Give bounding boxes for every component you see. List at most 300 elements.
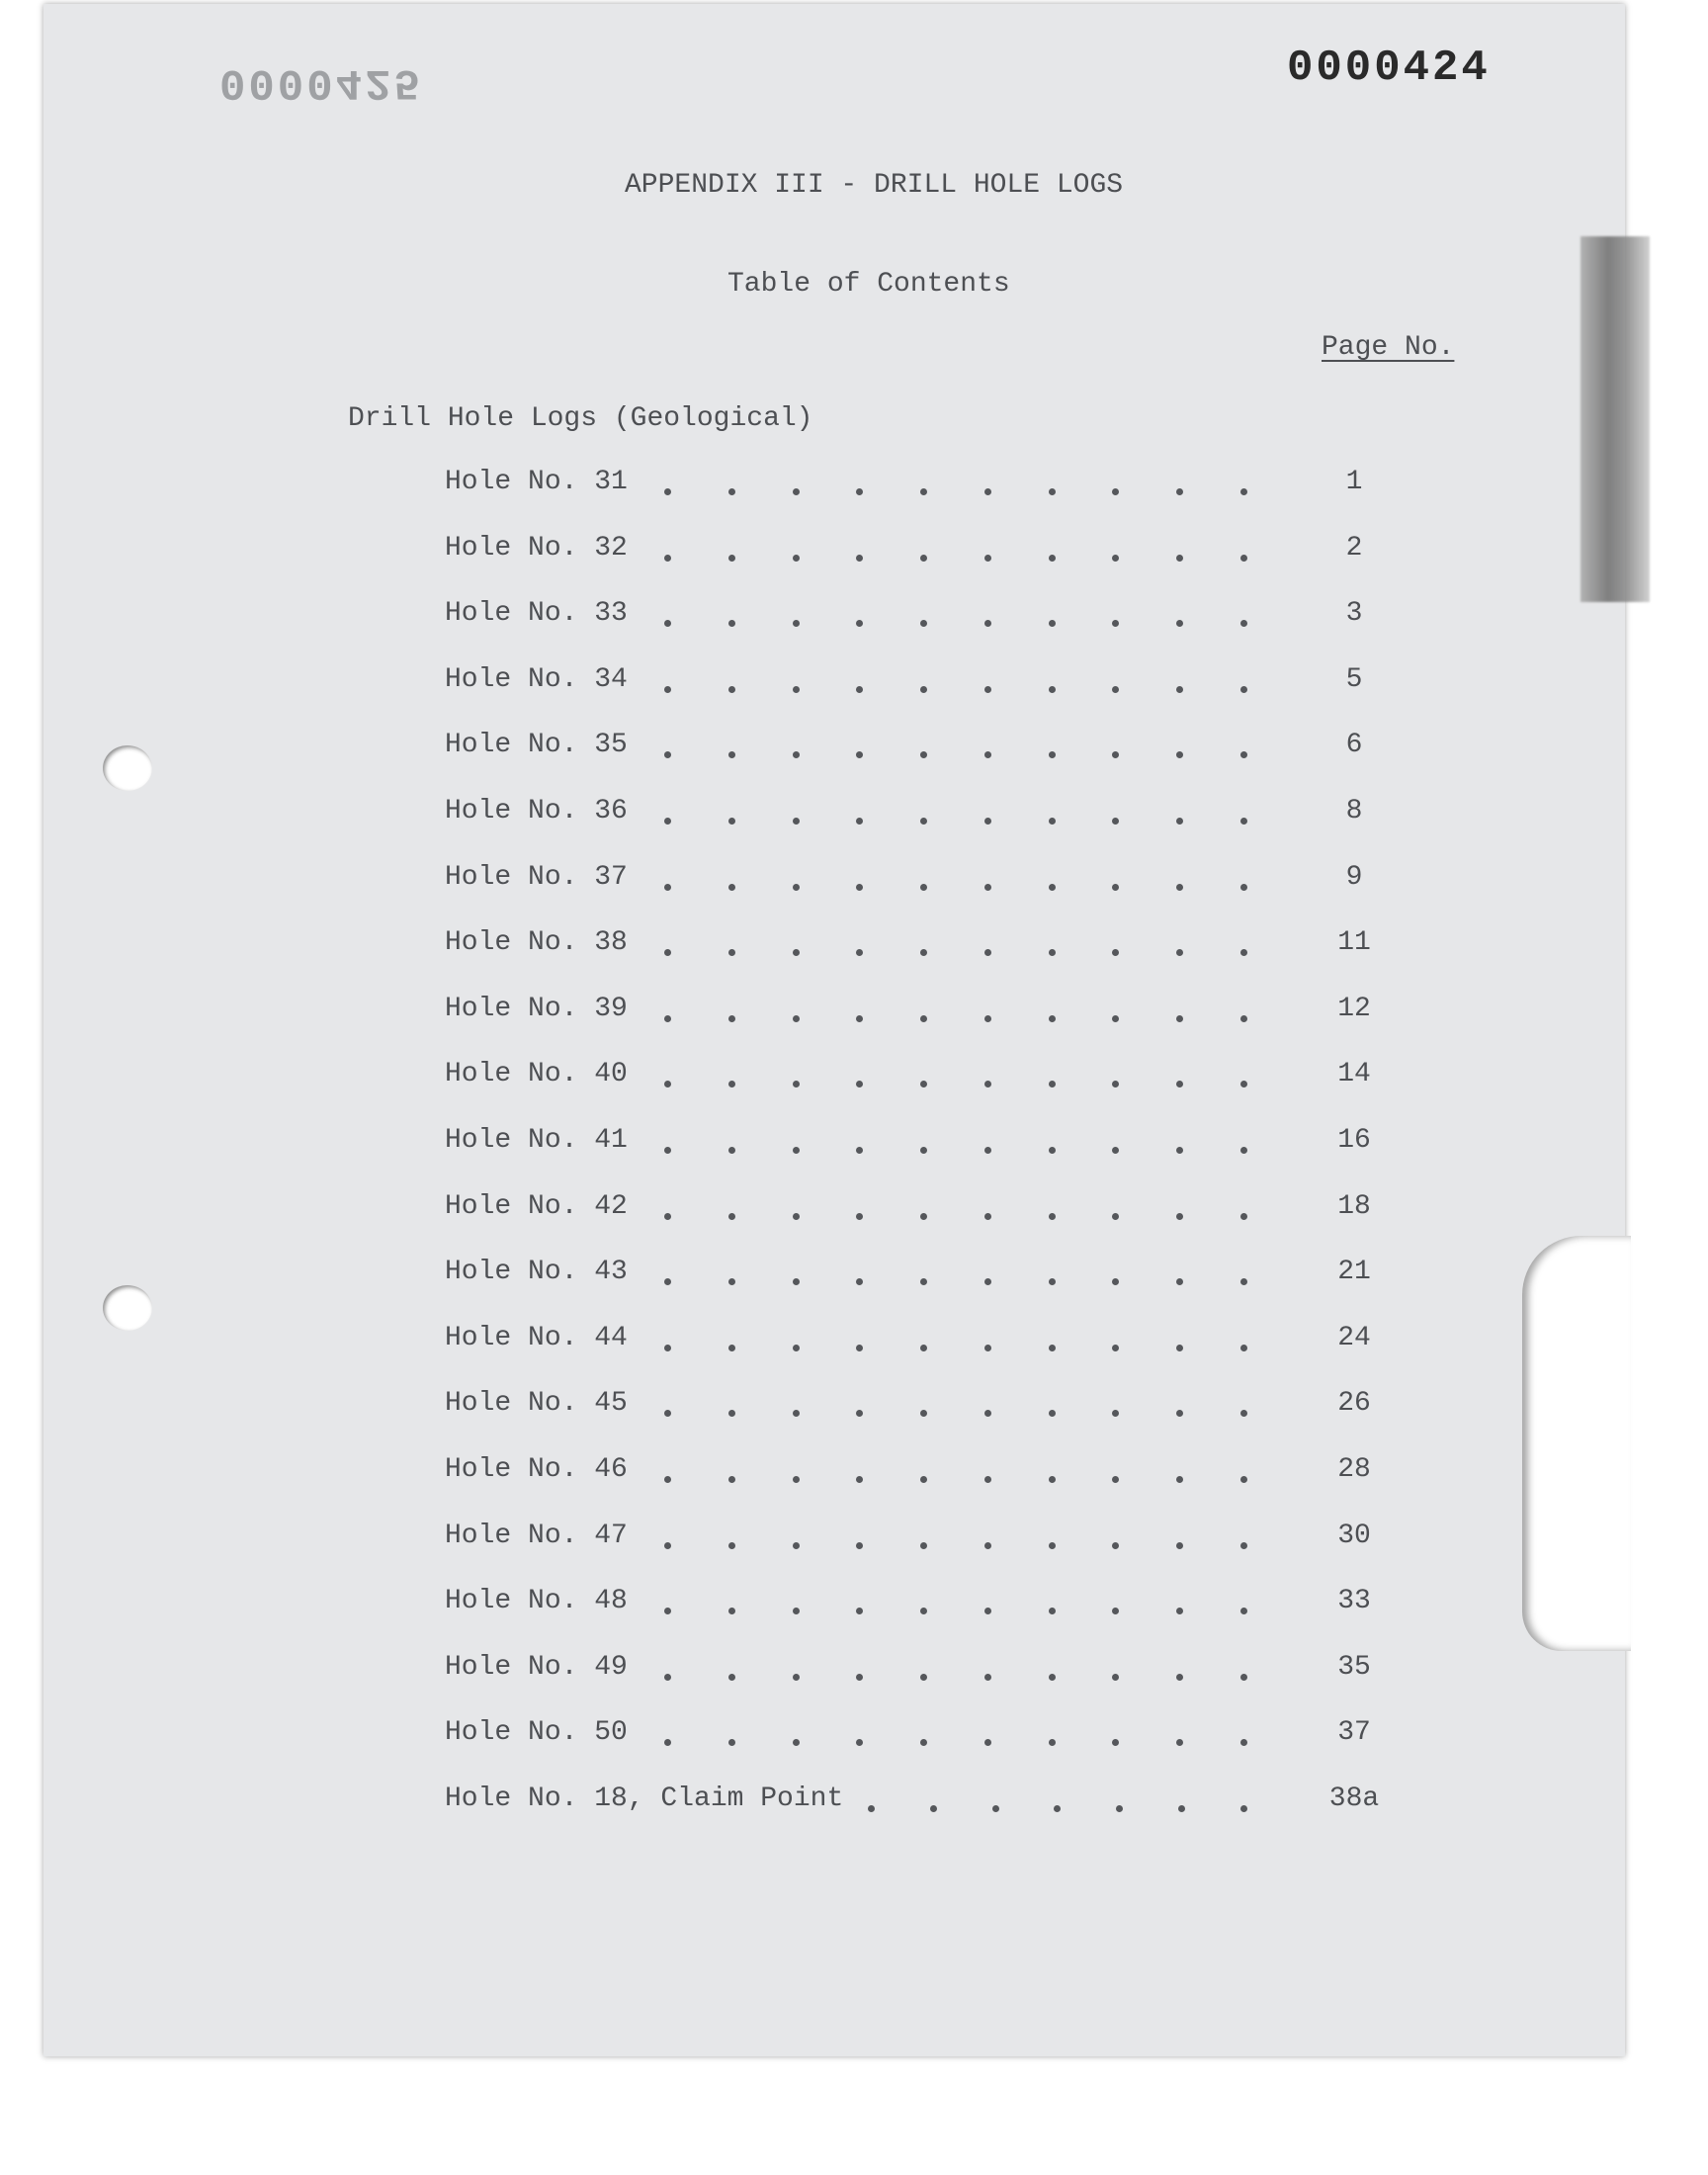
leader-dot xyxy=(1176,1739,1183,1746)
toc-entry xyxy=(445,1586,1371,1625)
toc-entry-page: 11 xyxy=(1337,927,1371,959)
leader-dot xyxy=(793,1674,800,1681)
leader-dot xyxy=(664,1345,671,1351)
leader-dot xyxy=(920,1608,927,1614)
leader-dot xyxy=(1049,884,1056,891)
leader-dot xyxy=(1049,1345,1056,1351)
leader-dot xyxy=(1054,1805,1061,1812)
leader-dot xyxy=(728,488,735,495)
leader-dot xyxy=(1112,884,1119,891)
leader-dot xyxy=(856,1147,863,1154)
leader-dot xyxy=(793,949,800,956)
leader-dot xyxy=(1176,949,1183,956)
toc-entry xyxy=(445,664,1364,704)
leader-dot xyxy=(984,1147,991,1154)
leader-dot xyxy=(920,620,927,627)
toc-entry xyxy=(445,1190,1371,1231)
leader-dot xyxy=(1049,1081,1056,1088)
leader-dot xyxy=(728,1081,735,1088)
leader-dot xyxy=(728,1213,735,1220)
leader-dot xyxy=(664,1147,671,1154)
leader-dot xyxy=(920,1345,927,1351)
leader-dot xyxy=(856,620,863,627)
leader-dot xyxy=(793,818,800,825)
leader-dot xyxy=(856,1410,863,1417)
leader-dot xyxy=(664,1674,671,1681)
leader-dot xyxy=(1049,818,1056,825)
leader-dot xyxy=(920,818,927,825)
toc-entry-label: Hole No. 47 xyxy=(445,1520,628,1551)
leader-dot xyxy=(1240,1805,1247,1812)
leader-dot xyxy=(1176,1542,1183,1549)
toc-entry xyxy=(445,1059,1371,1098)
punch-hole-top xyxy=(103,745,152,791)
leader-dot xyxy=(793,555,800,562)
leader-dot xyxy=(728,1674,735,1681)
leader-dot xyxy=(1240,1476,1247,1483)
leader-dot xyxy=(856,555,863,562)
toc-entry-label: Hole No. 37 xyxy=(445,861,628,893)
leader-dot xyxy=(920,1476,927,1483)
toc-entry-label: Hole No. 39 xyxy=(445,993,628,1024)
leader-dot xyxy=(1112,1015,1119,1022)
leader-dot xyxy=(1176,1147,1183,1154)
toc-entry-page: 24 xyxy=(1337,1322,1371,1353)
leader-dot xyxy=(1049,1608,1056,1614)
leader-dot xyxy=(1049,555,1056,562)
leader-dot xyxy=(1112,1278,1119,1285)
toc-entry-page: 35 xyxy=(1337,1651,1371,1683)
toc-entry-page: 9 xyxy=(1345,861,1363,893)
leader-dot xyxy=(793,1542,800,1549)
leader-dot xyxy=(920,1147,927,1154)
leader-dot xyxy=(793,1147,800,1154)
leader-dot xyxy=(1176,1015,1183,1022)
toc-entry-page: 8 xyxy=(1345,796,1363,826)
leader-dot xyxy=(793,1608,800,1614)
leader-dots xyxy=(664,1652,1247,1681)
leader-dot xyxy=(920,686,927,693)
leader-dot xyxy=(1112,1213,1119,1220)
leader-dot xyxy=(1176,686,1183,693)
leader-dot xyxy=(1112,949,1119,956)
toc-entry-page: 26 xyxy=(1337,1388,1371,1420)
leader-dot xyxy=(664,884,671,891)
leader-dot xyxy=(1240,1081,1247,1088)
toc-entry-label: Hole No. 49 xyxy=(445,1651,628,1683)
leader-dot xyxy=(920,1213,927,1220)
leader-dot xyxy=(1049,1476,1056,1483)
leader-dot xyxy=(793,1213,800,1220)
toc-entry-page: 18 xyxy=(1337,1190,1371,1222)
page-number-header: Page No. xyxy=(1322,332,1455,363)
leader-dot xyxy=(1240,1213,1247,1220)
leader-dot xyxy=(1240,1278,1247,1285)
leader-dot xyxy=(1049,1739,1056,1746)
leader-dot xyxy=(1112,818,1119,825)
leader-dot xyxy=(984,818,991,825)
toc-entry-page: 5 xyxy=(1345,663,1363,695)
leader-dot xyxy=(664,1410,671,1417)
leader-dot xyxy=(920,884,927,891)
leader-dot xyxy=(920,1410,927,1417)
toc-entry-label: Hole No. 46 xyxy=(445,1454,628,1485)
leader-dot xyxy=(664,949,671,956)
leader-dot xyxy=(1240,1015,1247,1022)
leader-dot xyxy=(1049,949,1056,956)
leader-dot xyxy=(1112,1542,1119,1549)
leader-dots xyxy=(664,1586,1247,1614)
toc-entry xyxy=(445,796,1364,835)
leader-dot xyxy=(1240,1542,1247,1549)
leader-dot xyxy=(1240,620,1247,627)
leader-dot xyxy=(793,620,800,627)
leader-dot xyxy=(1176,1345,1183,1351)
leader-dot xyxy=(1240,686,1247,693)
leader-dot xyxy=(1112,1081,1119,1088)
leader-dot xyxy=(856,751,863,758)
leader-dot xyxy=(1049,1410,1056,1417)
leader-dot xyxy=(1049,1213,1056,1220)
leader-dot xyxy=(664,1608,671,1614)
leader-dots xyxy=(664,1257,1247,1285)
toc-entry xyxy=(445,1784,1380,1823)
leader-dot xyxy=(1112,1147,1119,1154)
leader-dot xyxy=(1049,686,1056,693)
leader-dot xyxy=(664,488,671,495)
punch-hole-bottom xyxy=(103,1285,152,1331)
leader-dot xyxy=(1112,1608,1119,1614)
leader-dot xyxy=(984,1345,991,1351)
leader-dot xyxy=(664,620,671,627)
leader-dot xyxy=(920,1278,927,1285)
toc-entry xyxy=(445,1454,1371,1494)
leader-dots xyxy=(664,927,1247,956)
toc-entry-page: 3 xyxy=(1345,598,1363,630)
leader-dot xyxy=(1176,488,1183,495)
leader-dot xyxy=(1240,1345,1247,1351)
toc-entry-label: Hole No. 44 xyxy=(445,1322,628,1353)
leader-dot xyxy=(1240,884,1247,891)
toc-entry xyxy=(445,1651,1371,1692)
toc-entry-page: 38a xyxy=(1328,1784,1380,1814)
toc-entry xyxy=(445,993,1371,1033)
leader-dot xyxy=(930,1805,937,1812)
toc-entry xyxy=(445,1125,1371,1165)
leader-dots xyxy=(664,1191,1247,1220)
leader-dot xyxy=(1116,1805,1123,1812)
leader-dot xyxy=(1176,1410,1183,1417)
leader-dot xyxy=(1240,1410,1247,1417)
leader-dot xyxy=(920,1081,927,1088)
leader-dot xyxy=(1112,1476,1119,1483)
leader-dots xyxy=(664,467,1247,495)
leader-dots xyxy=(664,796,1247,825)
leader-dot xyxy=(856,1739,863,1746)
page-number-stamp: 0000424 xyxy=(1287,44,1491,93)
leader-dot xyxy=(920,1674,927,1681)
leader-dot xyxy=(984,1213,991,1220)
toc-entry-label: Hole No. 33 xyxy=(445,598,628,630)
leader-dots xyxy=(664,862,1247,891)
leader-dot xyxy=(728,949,735,956)
toc-entry-label: Hole No. 41 xyxy=(445,1125,628,1156)
leader-dot xyxy=(984,1608,991,1614)
leader-dot xyxy=(984,1739,991,1746)
leader-dot xyxy=(1176,1213,1183,1220)
leader-dot xyxy=(920,488,927,495)
leader-dot xyxy=(793,1081,800,1088)
leader-dot xyxy=(664,1081,671,1088)
leader-dot xyxy=(1049,1015,1056,1022)
toc-subtitle: Table of Contents xyxy=(727,269,1010,300)
leader-dot xyxy=(664,1542,671,1549)
leader-dot xyxy=(1112,488,1119,495)
leader-dot xyxy=(1112,555,1119,562)
leader-dot xyxy=(856,686,863,693)
leader-dot xyxy=(664,1476,671,1483)
leader-dot xyxy=(1176,884,1183,891)
leader-dot xyxy=(1176,1674,1183,1681)
leader-dot xyxy=(984,1476,991,1483)
leader-dots xyxy=(664,1323,1247,1351)
leader-dot xyxy=(793,1739,800,1746)
leader-dot xyxy=(856,884,863,891)
leader-dot xyxy=(1176,620,1183,627)
toc-entry-page: 2 xyxy=(1345,532,1363,564)
leader-dot xyxy=(992,1805,999,1812)
leader-dot xyxy=(1049,1278,1056,1285)
leader-dot xyxy=(793,1410,800,1417)
leader-dot xyxy=(664,1278,671,1285)
leader-dot xyxy=(1112,1674,1119,1681)
leader-dot xyxy=(728,1278,735,1285)
leader-dots xyxy=(664,1388,1247,1417)
leader-dot xyxy=(1049,751,1056,758)
leader-dot xyxy=(793,1278,800,1285)
leader-dot xyxy=(920,751,927,758)
leader-dot xyxy=(856,1608,863,1614)
leader-dots xyxy=(664,598,1247,627)
toc-entry-page: 1 xyxy=(1345,467,1363,497)
leader-dots xyxy=(664,664,1247,693)
leader-dot xyxy=(1049,1542,1056,1549)
toc-entry xyxy=(445,1388,1371,1428)
toc-entry-label: Hole No. 36 xyxy=(445,796,628,826)
leader-dot xyxy=(856,949,863,956)
leader-dot xyxy=(920,1015,927,1022)
leader-dot xyxy=(920,949,927,956)
toc-entry xyxy=(445,1520,1371,1560)
toc-entry-label: Hole No. 38 xyxy=(445,927,628,959)
leader-dot xyxy=(728,1476,735,1483)
toc-entry-label: Hole No. 43 xyxy=(445,1257,628,1288)
leader-dot xyxy=(868,1805,875,1812)
toc-entry-page: 14 xyxy=(1337,1059,1371,1090)
leader-dots xyxy=(664,533,1247,562)
leader-dot xyxy=(920,1739,927,1746)
leader-dots xyxy=(664,730,1247,758)
toc-entry-label: Hole No. 32 xyxy=(445,532,628,564)
toc-entry xyxy=(445,862,1364,902)
leader-dot xyxy=(984,555,991,562)
leader-dot xyxy=(728,1410,735,1417)
leader-dot xyxy=(728,1015,735,1022)
leader-dot xyxy=(1176,555,1183,562)
leader-dot xyxy=(793,1476,800,1483)
leader-dot xyxy=(1240,751,1247,758)
leader-dot xyxy=(1112,1410,1119,1417)
leader-dots xyxy=(664,994,1247,1022)
leader-dot xyxy=(728,751,735,758)
toc-entry-page: 6 xyxy=(1345,730,1363,761)
leader-dots xyxy=(664,1717,1247,1746)
leader-dot xyxy=(984,686,991,693)
toc-entry xyxy=(445,1257,1371,1296)
leader-dot xyxy=(1112,751,1119,758)
leader-dot xyxy=(728,1608,735,1614)
leader-dot xyxy=(793,686,800,693)
leader-dot xyxy=(920,555,927,562)
leader-dots xyxy=(664,1059,1247,1088)
leader-dot xyxy=(984,1081,991,1088)
leader-dot xyxy=(664,751,671,758)
leader-dot xyxy=(664,1213,671,1220)
leader-dot xyxy=(1049,1674,1056,1681)
leader-dot xyxy=(984,1015,991,1022)
toc-entry-label: Hole No. 50 xyxy=(445,1717,628,1749)
leader-dot xyxy=(793,488,800,495)
toc-entry xyxy=(445,730,1364,769)
leader-dot xyxy=(856,818,863,825)
leader-dot xyxy=(1176,1476,1183,1483)
scan-edge-shadow xyxy=(1580,236,1650,602)
leader-dot xyxy=(664,555,671,562)
leader-dot xyxy=(856,1345,863,1351)
toc-entry-label: Hole No. 31 xyxy=(445,467,628,497)
leader-dot xyxy=(920,1542,927,1549)
leader-dot xyxy=(1049,1147,1056,1154)
leader-dot xyxy=(664,1739,671,1746)
leader-dot xyxy=(1178,1805,1185,1812)
leader-dot xyxy=(984,949,991,956)
section-heading: Drill Hole Logs (Geological) xyxy=(348,403,813,434)
leader-dot xyxy=(856,1542,863,1549)
leader-dot xyxy=(728,1147,735,1154)
leader-dot xyxy=(728,1542,735,1549)
toc-entry-label: Hole No. 34 xyxy=(445,663,628,695)
leader-dot xyxy=(984,620,991,627)
leader-dot xyxy=(1176,818,1183,825)
toc-entry-page: 21 xyxy=(1337,1257,1371,1288)
leader-dot xyxy=(728,1739,735,1746)
leader-dot xyxy=(856,1476,863,1483)
toc-entry xyxy=(445,598,1364,638)
appendix-title: APPENDIX III - DRILL HOLE LOGS xyxy=(625,170,1124,201)
leader-dot xyxy=(793,751,800,758)
leader-dot xyxy=(1049,620,1056,627)
leader-dot xyxy=(1240,1147,1247,1154)
toc-entry-label: Hole No. 42 xyxy=(445,1190,628,1222)
leader-dot xyxy=(856,1015,863,1022)
leader-dot xyxy=(984,1542,991,1549)
toc-entry xyxy=(445,1322,1371,1362)
toc-entry-page: 33 xyxy=(1337,1586,1371,1617)
ghost-page-number-stamp: 0000425 xyxy=(219,57,423,107)
leader-dot xyxy=(984,751,991,758)
leader-dot xyxy=(793,884,800,891)
leader-dot xyxy=(728,818,735,825)
leader-dot xyxy=(1240,949,1247,956)
leader-dot xyxy=(1240,555,1247,562)
leader-dots xyxy=(664,1521,1247,1549)
leader-dot xyxy=(856,1081,863,1088)
leader-dot xyxy=(1176,751,1183,758)
leader-dots xyxy=(868,1784,1247,1812)
leader-dot xyxy=(1240,488,1247,495)
leader-dot xyxy=(1176,1608,1183,1614)
toc-entry-label: Hole No. 48 xyxy=(445,1586,628,1617)
toc-entry xyxy=(445,533,1364,572)
toc-entry-label: Hole No. 18, Claim Point xyxy=(445,1784,844,1814)
leader-dot xyxy=(1176,1081,1183,1088)
leader-dot xyxy=(728,884,735,891)
leader-dot xyxy=(728,686,735,693)
leader-dot xyxy=(856,1278,863,1285)
leader-dot xyxy=(664,1015,671,1022)
leader-dot xyxy=(856,488,863,495)
toc-entry-label: Hole No. 45 xyxy=(445,1388,628,1420)
leader-dot xyxy=(1112,1345,1119,1351)
leader-dot xyxy=(1112,620,1119,627)
leader-dots xyxy=(664,1454,1247,1483)
leader-dot xyxy=(1112,686,1119,693)
toc-entry-page: 30 xyxy=(1337,1520,1371,1551)
leader-dot xyxy=(728,1345,735,1351)
toc-entry xyxy=(445,927,1371,967)
leader-dot xyxy=(793,1345,800,1351)
leader-dot xyxy=(793,1015,800,1022)
toc-entry-label: Hole No. 35 xyxy=(445,730,628,761)
toc-entry-page: 37 xyxy=(1337,1717,1371,1749)
leader-dot xyxy=(1176,1278,1183,1285)
leader-dot xyxy=(728,555,735,562)
leader-dot xyxy=(856,1674,863,1681)
leader-dot xyxy=(664,818,671,825)
leader-dot xyxy=(984,1278,991,1285)
leader-dot xyxy=(984,1674,991,1681)
leader-dot xyxy=(1049,488,1056,495)
toc-entry-label: Hole No. 40 xyxy=(445,1059,628,1090)
leader-dot xyxy=(984,488,991,495)
torn-edge-notch xyxy=(1522,1236,1631,1651)
toc-entry-page: 12 xyxy=(1337,993,1371,1024)
leader-dot xyxy=(664,686,671,693)
leader-dot xyxy=(1240,1739,1247,1746)
leader-dot xyxy=(1240,1674,1247,1681)
leader-dot xyxy=(1240,818,1247,825)
toc-entry-page: 28 xyxy=(1337,1454,1371,1485)
leader-dot xyxy=(984,884,991,891)
leader-dot xyxy=(1240,1608,1247,1614)
toc-entry-page: 16 xyxy=(1337,1125,1371,1156)
leader-dot xyxy=(1112,1739,1119,1746)
toc-entry xyxy=(445,467,1364,506)
leader-dots xyxy=(664,1125,1247,1154)
leader-dot xyxy=(984,1410,991,1417)
leader-dot xyxy=(728,620,735,627)
leader-dot xyxy=(856,1213,863,1220)
